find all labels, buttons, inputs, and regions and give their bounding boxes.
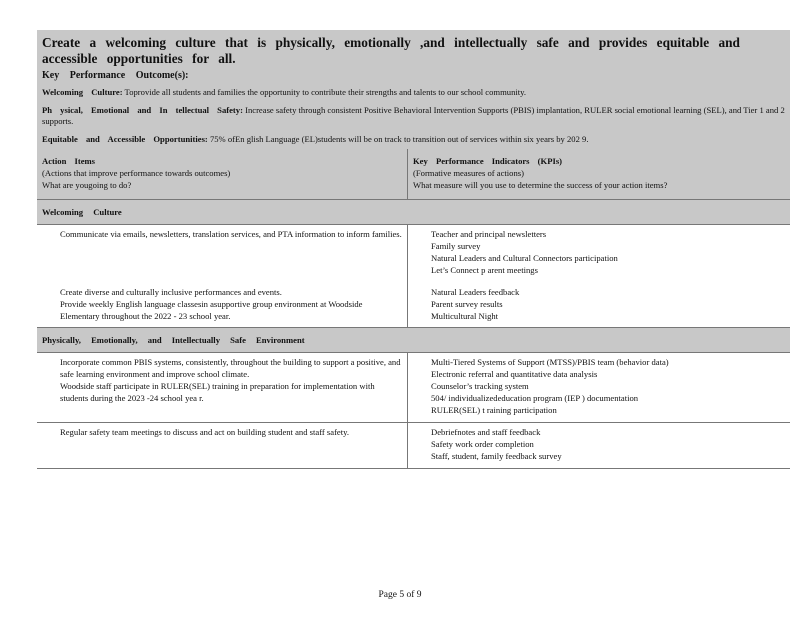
kpo-label: Key Performance Outcome(s): [42,70,189,81]
list-item: Let’s Connect p arent meetings [431,265,538,275]
list-item: Incorporate common PBIS systems, consistently, throughout the building to support a positive, and safe learning environment and improve school climate. [60,357,401,379]
table-row [37,278,790,327]
action-items-header [37,149,408,199]
column-subtitle: (Actions that improve performance towards outcomes) [42,168,231,178]
list-item: Staff, student, family feedback survey [431,451,562,461]
list-item: Natural Leaders feedback [431,287,520,297]
document-page [37,30,790,469]
outcome-equity [42,134,785,145]
table-header-row [37,149,790,199]
section-header-welcoming: Welcoming Culture [37,199,790,224]
outcome-label: Ph ysical, Emotional and In tellectual Safety: [42,105,243,115]
outcome-welcoming [42,87,785,98]
list-item: Family survey [431,241,481,251]
plan-header [37,30,790,149]
list-item: Create diverse and culturally inclusive performances and events. [60,287,282,297]
action-items-cell [37,353,408,422]
kpi-cell [408,353,790,422]
list-item: Regular safety team meetings to discuss and act on building student and staff safety. [60,427,350,437]
column-question: What measure will you use to determine the success of your action items? [413,180,668,190]
list-item: Multi-Tiered Systems of Support (MTSS)/PBIS team (behavior data) [431,357,669,367]
page-number: Page 5 of 9 [378,590,422,600]
list-item: 504/ individualizededucation program (IEP ) documentation [431,393,639,403]
page-title: Create a welcoming culture that is physically, emotionally ,and intellectually safe and provides equitable and accessible opportunities for all. [42,35,740,66]
outcome-text: Toprovide all students and families the opportunity to contribute their strengths and talents to our school community. [122,87,527,97]
kpi-header [408,149,790,199]
list-item: Communicate via emails, newsletters, translation services, and PTA information to inform families. [60,229,402,239]
list-item: Provide weekly English language classesin asupportive group environment at Woodside Elementary throughout the 2022 - 23 school year. [60,299,363,321]
table-row [37,352,790,422]
action-plan-table [37,149,790,469]
table-row [37,224,790,278]
action-items-cell [37,225,408,278]
outcome-label: Equitable and Accessible Opportunities: [42,134,208,144]
list-item: Teacher and principal newsletters [431,229,547,239]
column-title: Key Performance Indicators (KPIs) [413,156,563,166]
list-item: Woodside staff participate in RULER(SEL) training in preparation for implementation with students during the 2023 -24 school yea r. [60,381,375,403]
column-question: What are yougoing to do? [42,180,132,190]
section-header-safe-environment: Physically, Emotionally, and Intellectually Safe Environment [37,327,790,352]
column-title: Action Items [42,156,96,166]
list-item: Parent survey results [431,299,503,309]
list-item: Safety work order completion [431,439,534,449]
outcome-safety [42,105,785,127]
action-items-cell [37,423,408,468]
kpi-cell [408,225,790,278]
list-item: Debriefnotes and staff feedback [431,427,541,437]
list-item: Electronic referral and quantitative data analysis [431,369,598,379]
kpi-cell [408,278,790,327]
table-row [37,422,790,468]
kpi-cell [408,423,790,468]
list-item: RULER(SEL) t raining participation [431,405,557,415]
outcome-text: Increase safety through consistent Positive Behavioral Intervention Supports (PBIS) implantation, RULER social emotional learning (SEL), and Tier 1 and 2 supports. [42,105,785,126]
column-subtitle: (Formative measures of actions) [413,168,524,178]
list-item: Natural Leaders and Cultural Connectors participation [431,253,618,263]
action-items-cell [37,278,408,327]
list-item: Multicultural Night [431,311,499,321]
outcome-label: Welcoming Culture: [42,87,123,97]
outcome-text: 75% ofEn glish Language (EL)students will be on track to transition out of services within six years by 202 9. [207,134,589,144]
list-item: Counselor’s tracking system [431,381,529,391]
